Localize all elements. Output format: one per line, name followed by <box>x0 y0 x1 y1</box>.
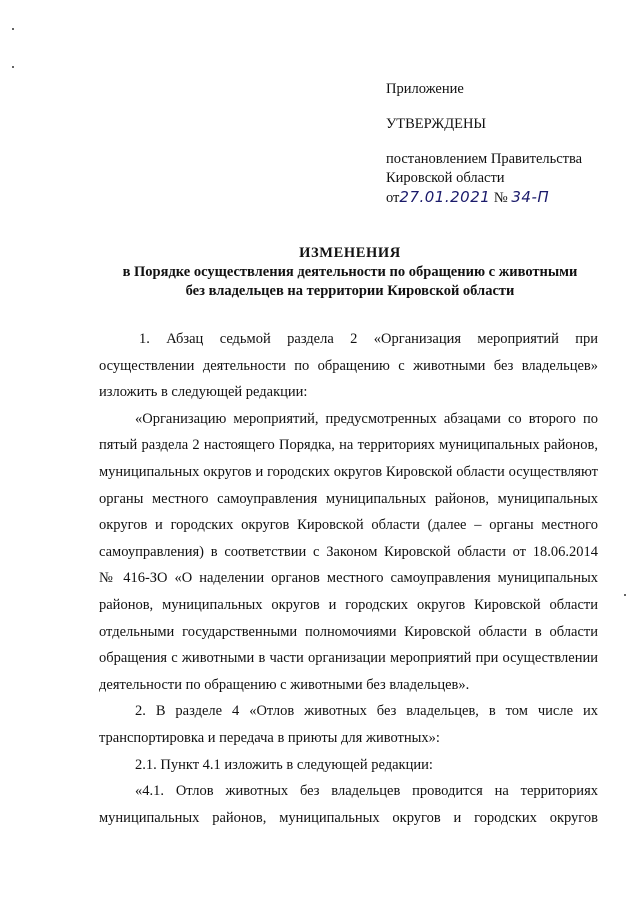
document-title-block <box>90 244 610 301</box>
approved-label: УТВЕРЖДЕНЫ <box>386 116 487 132</box>
approval-header <box>386 80 626 208</box>
body-line: районов, муниципальных округов и городских округов Кировской области <box>99 596 598 613</box>
appendix-label: Приложение <box>386 81 464 97</box>
body-line: органы местного самоуправления муниципальных районов, муниципальных <box>99 490 598 507</box>
date-prefix: от <box>386 190 400 206</box>
resolution-line: постановлением Правительства <box>386 151 583 167</box>
date-number-line <box>386 188 626 208</box>
document-subtitle-line-2: без владельцев на территории Кировской области <box>185 283 515 299</box>
body-line: муниципальных районов, муниципальных округов и городских округов <box>99 809 598 826</box>
document-subtitle-line-1: в Порядке осуществления деятельности по обращению с животными <box>122 264 578 280</box>
body-line: 2. В разделе 4 «Отлов животных без владельцев, в том числе их <box>135 703 598 720</box>
handwritten-number: 34-П <box>511 188 550 206</box>
document-title: ИЗМЕНЕНИЯ <box>299 245 401 261</box>
body-line: 1. Абзац седьмой раздела 2 «Организация мероприятий при <box>139 331 598 347</box>
scan-speck <box>624 594 626 596</box>
body-line: муниципальных округов и городских округов Кировской области осуществляют <box>99 463 598 480</box>
body-line: осуществлении деятельности по обращению с животными без владельцев» <box>99 357 598 374</box>
document-body <box>99 326 598 831</box>
body-line: отдельными государственными полномочиями Кировской области в области <box>99 623 598 640</box>
body-line: обращения с животными в части организации мероприятий при осуществлении <box>99 650 598 667</box>
body-line: «4.1. Отлов животных без владельцев проводится на территориях <box>135 783 598 800</box>
body-line: 2.1. Пункт 4.1 изложить в следующей редакции: <box>135 756 433 773</box>
body-line: округов и городских округов Кировской области (далее – органы местного <box>99 517 598 534</box>
body-line: транспортировка и передача в приюты для животных»: <box>99 729 440 746</box>
body-line: самоуправления) в соответствии с Законом Кировской области от 18.06.2014 <box>99 543 598 560</box>
body-line: № 416-ЗО «О наделении органов местного самоуправления муниципальных <box>99 570 598 587</box>
body-line: изложить в следующей редакции: <box>99 384 308 401</box>
handwritten-date: 27.01.2021 <box>399 188 491 206</box>
body-line: «Организацию мероприятий, предусмотренных абзацами со второго по <box>135 410 598 427</box>
scan-speck <box>12 28 14 30</box>
body-line: пятый раздела 2 настоящего Порядка, на территориях муниципальных районов, <box>99 437 598 454</box>
body-line: деятельности по обращению с животными без владельцев». <box>99 676 470 693</box>
region-line: Кировской области <box>386 170 505 186</box>
scan-speck <box>12 66 14 68</box>
number-prefix: № <box>493 190 508 206</box>
